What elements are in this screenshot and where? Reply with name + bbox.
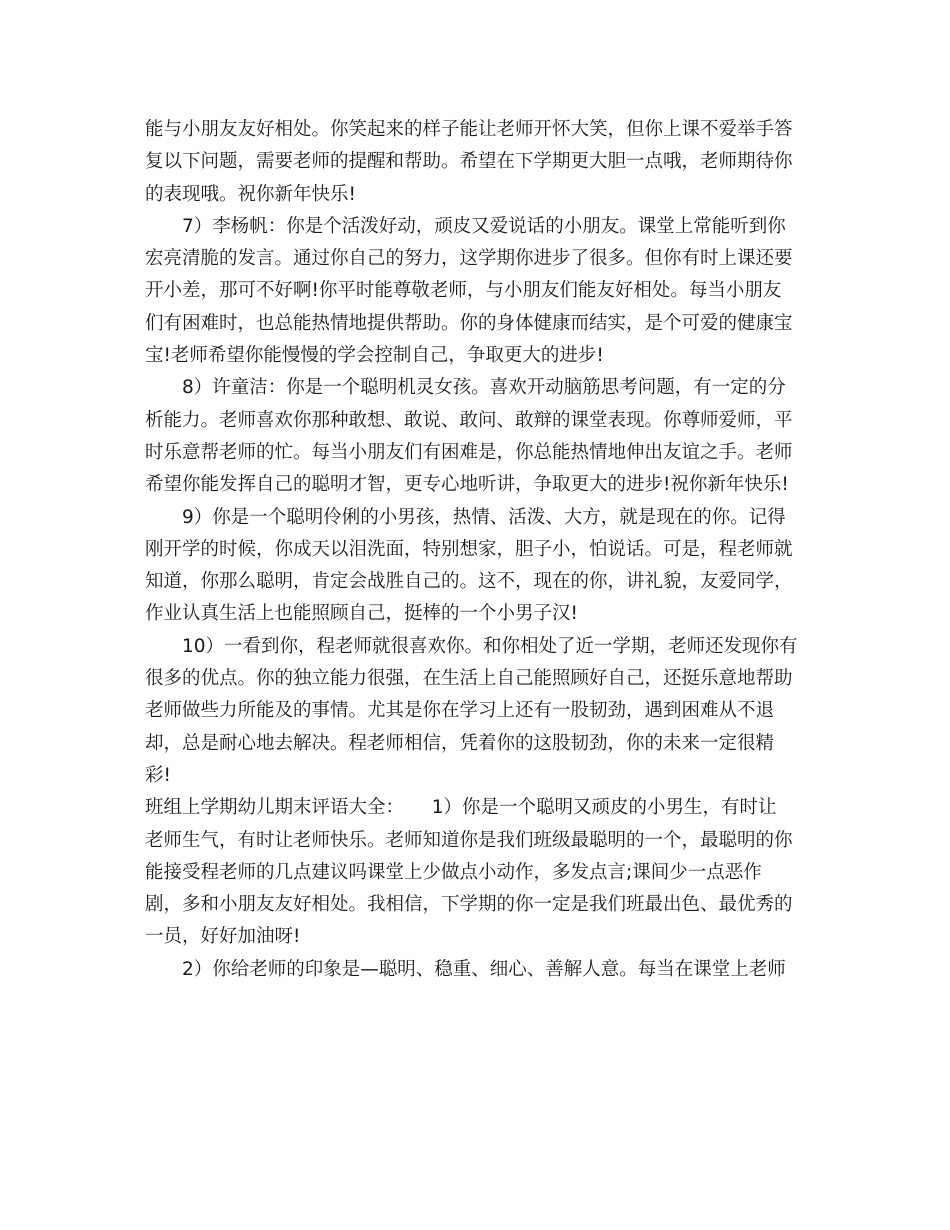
text-line: 老师生气，有时让老师快乐。老师知道你是我们班级最聪明的一个，最聪明的你 bbox=[145, 829, 793, 851]
paragraph-comment-10 bbox=[145, 631, 805, 792]
text-line: 9）你是一个聪明伶俐的小男孩，热情、活泼、大方，就是现在的你。记得 bbox=[182, 506, 786, 528]
text-line: 复以下问题，需要老师的提醒和帮助。希望在下学期更大胆一点哦，老师期待你 bbox=[145, 151, 793, 173]
text-line: 10）一看到你，程老师就很喜欢你。和你相处了近一学期，老师还发现你有 bbox=[182, 635, 798, 657]
paragraph-comment-7 bbox=[145, 211, 805, 372]
text-line: 7）李杨帆：你是个活泼好动，顽皮又爱说话的小朋友。课堂上常能听到你 bbox=[182, 215, 786, 237]
paragraph-comment-6-continued bbox=[145, 114, 805, 211]
text-line: 一员，好好加油呀! bbox=[145, 926, 301, 948]
text-line: 老师做些力所能及的事情。尤其是你在学习上还有一股韧劲，遇到困难从不退 bbox=[145, 700, 775, 722]
text-line: 很多的优点。你的独立能力很强，在生活上自己能照顾好自己，还挺乐意地帮助 bbox=[145, 668, 793, 690]
text-line: 宏亮清脆的发言。通过你自己的努力，这学期你进步了很多。但你有时上课还要 bbox=[145, 248, 793, 270]
text-line: 刚开学的时候，你成天以泪洗面，特别想家，胆子小，怕说话。可是，程老师就 bbox=[145, 538, 793, 560]
paragraph-comment-2 bbox=[145, 954, 805, 986]
text-line: 开小差，那可不好啊!你平时能尊敬老师，与小朋友们能友好相处。每当小朋友 bbox=[145, 280, 782, 302]
text-line: 知道，你那么聪明，肯定会战胜自己的。这不，现在的你，讲礼貌，友爱同学， bbox=[145, 571, 793, 593]
text-line: 希望你能发挥自己的聪明才智，更专心地听讲，争取更大的进步!祝你新年快乐! bbox=[145, 474, 789, 496]
text-line: 2）你给老师的印象是—聪明、稳重、细心、善解人意。每当在课堂上老师 bbox=[182, 958, 786, 980]
paragraph-comment-9 bbox=[145, 502, 805, 631]
text-line: 宝!老师希望你能慢慢的学会控制自己，争取更大的进步! bbox=[145, 345, 604, 367]
text-line: 作业认真生活上也能照顾自己，挺棒的一个小男子汉! bbox=[145, 603, 578, 625]
text-line: 能接受程老师的几点建议吗课堂上少做点小动作，多发点言;课间少一点恶作 bbox=[145, 861, 762, 883]
text-line: 彩! bbox=[145, 764, 171, 786]
text-line: 剧，多和小朋友友好相处。我相信，下学期的你一定是我们班最出色、最优秀的 bbox=[145, 894, 793, 916]
text-line: 8）许童洁：你是一个聪明机灵女孩。喜欢开动脑筋思考问题，有一定的分 bbox=[182, 377, 786, 399]
text-line: 们有困难时，也总能热情地提供帮助。你的身体健康而结实，是个可爱的健康宝 bbox=[145, 312, 793, 334]
text-line: 班组上学期幼儿期末评语大全： 1）你是一个聪明又顽皮的小男生，有时让 bbox=[145, 797, 777, 819]
text-line: 能与小朋友友好相处。你笑起来的样子能让老师开怀大笑，但你上课不爱举手答 bbox=[145, 119, 793, 140]
document-body bbox=[145, 114, 805, 986]
text-line: 的表现哦。祝你新年快乐! bbox=[145, 183, 356, 205]
text-line: 析能力。老师喜欢你那种敢想、敢说、敢问、敢辩的课堂表现。你尊师爱师，平 bbox=[145, 409, 793, 431]
text-line: 时乐意帮老师的忙。每当小朋友们有困难是，你总能热情地伸出友谊之手。老师 bbox=[145, 441, 793, 463]
paragraph-section-heading-comment-1 bbox=[145, 792, 805, 953]
paragraph-comment-8 bbox=[145, 372, 805, 501]
text-line: 却，总是耐心地去解决。程老师相信，凭着你的这股韧劲，你的未来一定很精 bbox=[145, 732, 775, 754]
